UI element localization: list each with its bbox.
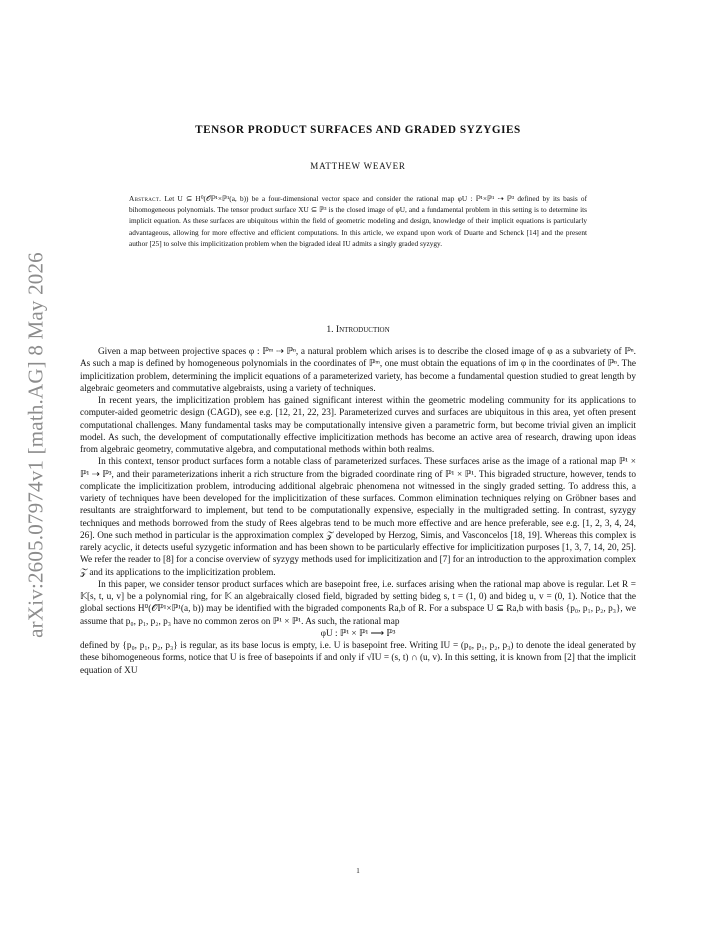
abstract-label: Abstract. xyxy=(129,194,162,203)
abstract-text: Let U ⊆ H⁰(𝒪ℙ¹×ℙ¹(a, b)) be a four-dimensional vector space and consider the rational map φU : ℙ¹×ℙ¹ ⇢ ℙ³ defined by its basis of bihomogeneous polynomials. The tensor product surface XU ⊆ ℙ³ is the closed image of φU, and a fundamental problem in this setting is to determine its implicit equation. As these surfaces are ubiquitous within the field of geometric modeling and design, knowledge of their implicit equations is particularly advantageous, allowing for more effective and efficient computations. In this article, we expand upon work of Duarte and Schenck [14] and the present author [25] to solve this implicitization problem when the bigraded ideal IU admits a singly graded syzygy. xyxy=(129,194,588,248)
display-equation: φU : ℙ¹ × ℙ¹ ⟶ ℙ³ xyxy=(320,628,396,639)
body-text xyxy=(80,346,636,677)
paper-title: TENSOR PRODUCT SURFACES AND GRADED SYZYGIES xyxy=(195,124,521,136)
paragraph: In this paper, we consider tensor product surfaces which are basepoint free, i.e. surfaces arising when the rational map above is regular. Let R = 𝕂[s, t, u, v] be a polynomial ring, for 𝕂 an algebraically closed field, bigraded by setting bideg s, t = (1, 0) and bideg u, v = (0, 1). Notice that the global sections H⁰(𝒪ℙ¹×ℙ¹(a, b)) may be identified with the bigraded components Ra,b of R. For a subspace U ⊆ Ra,b with basis {p₀, p₁, p₂, p₃}, we assume that p₀, p₁, p₂, p₃ have no common zeros on ℙ¹ × ℙ¹. As such, the rational map xyxy=(80,579,636,627)
section-title: Introduction xyxy=(335,324,390,335)
paragraph: Given a map between projective spaces φ : ℙᵐ ⇢ ℙⁿ, a natural problem which arises is to describe the closed image of φ as a subvariety of ℙⁿ. As such a map is defined by homogeneous polynomials in the coordinates of ℙᵐ, one must obtain the equations of im φ in the coordinates of ℙⁿ. The implicitization problem, determining the implicit equations of a parameterized variety, has become a fundamental question studied to great length by algebraic geometers and commutative algebraists, using a variety of techniques. xyxy=(80,347,636,394)
arxiv-side-stamp xyxy=(16,230,56,660)
paper-author: MATTHEW WEAVER xyxy=(310,161,406,171)
section-heading xyxy=(80,324,636,335)
paragraph: In this context, tensor product surfaces form a notable class of parameterized surfaces. These surfaces arise as the image of a rational map ℙ¹ × ℙ¹ ⇢ ℙ³, and their parameterizations inherit a rich structure from the bigraded coordinate ring of ℙ¹ × ℙ¹. This bigraded structure, however, tends to complicate the implicitization problem, introducing additional algebraic phenomena not witnessed in the singly graded setting. To address this, a variety of techniques have been developed for the implicitization of these surfaces. Common elimination techniques relying on Gröbner bases and resultants are straightforward to implement, but tend to be computationally expensive, especially in the multigraded setting. In contrast, syzygy techniques and methods borrowed from the study of Rees algebras tend to be much more effective and are hence preferable, see e.g. [1, 2, 3, 4, 24, 26]. One such method in particular is the approximation complex 𝒵 developed by Herzog, Simis, and Vasconcelos [18, 19]. Whereas this complex is rarely acyclic, it detects useful syzygetic information and has been shown to be particularly effective for implicitization purposes [1, 3, 7, 14, 20, 25]. We refer the reader to [8] for a concise overview of syzygy methods used for implicitization and [7] for an introduction to the approximation complex 𝒵 and its applications to the implicitization problem. xyxy=(80,457,636,578)
paragraph-continued: defined by {p₀, p₁, p₂, p₃} is regular, as its base locus is empty, i.e. U is basepoint free. Writing IU = (p₀, p₁, p₂, p₃) to denote the ideal generated by these bihomogeneous forms, notice that U is free of basepoints if and only if √IU = (s, t) ∩ (u, v). In this setting, it is known from [2] that the implicit equation of XU xyxy=(80,641,636,676)
section-number: 1. xyxy=(326,324,334,335)
arxiv-identifier: arXiv:2605.07974v1 [math.AG] 8 May 2026 xyxy=(23,252,48,638)
paragraph: In recent years, the implicitization problem has gained significant interest within the geometric modeling community for its applications to computer-aided geometric design (CAGD), see e.g. [12, 21, 22, 23]. Parameterized curves and surfaces are ubiquitous in this area, yet often present computational challenges. Many fundamental tasks may be computationally intensive given a parametric form, but become trivial given an implicit model. As such, the development of computationally effective implicitization methods has become an active area of research, drawing upon ideas from algebraic geometry, commutative algebra, and computational methods within both realms. xyxy=(80,396,636,455)
abstract xyxy=(129,193,587,249)
page-number: 1 xyxy=(356,867,360,875)
